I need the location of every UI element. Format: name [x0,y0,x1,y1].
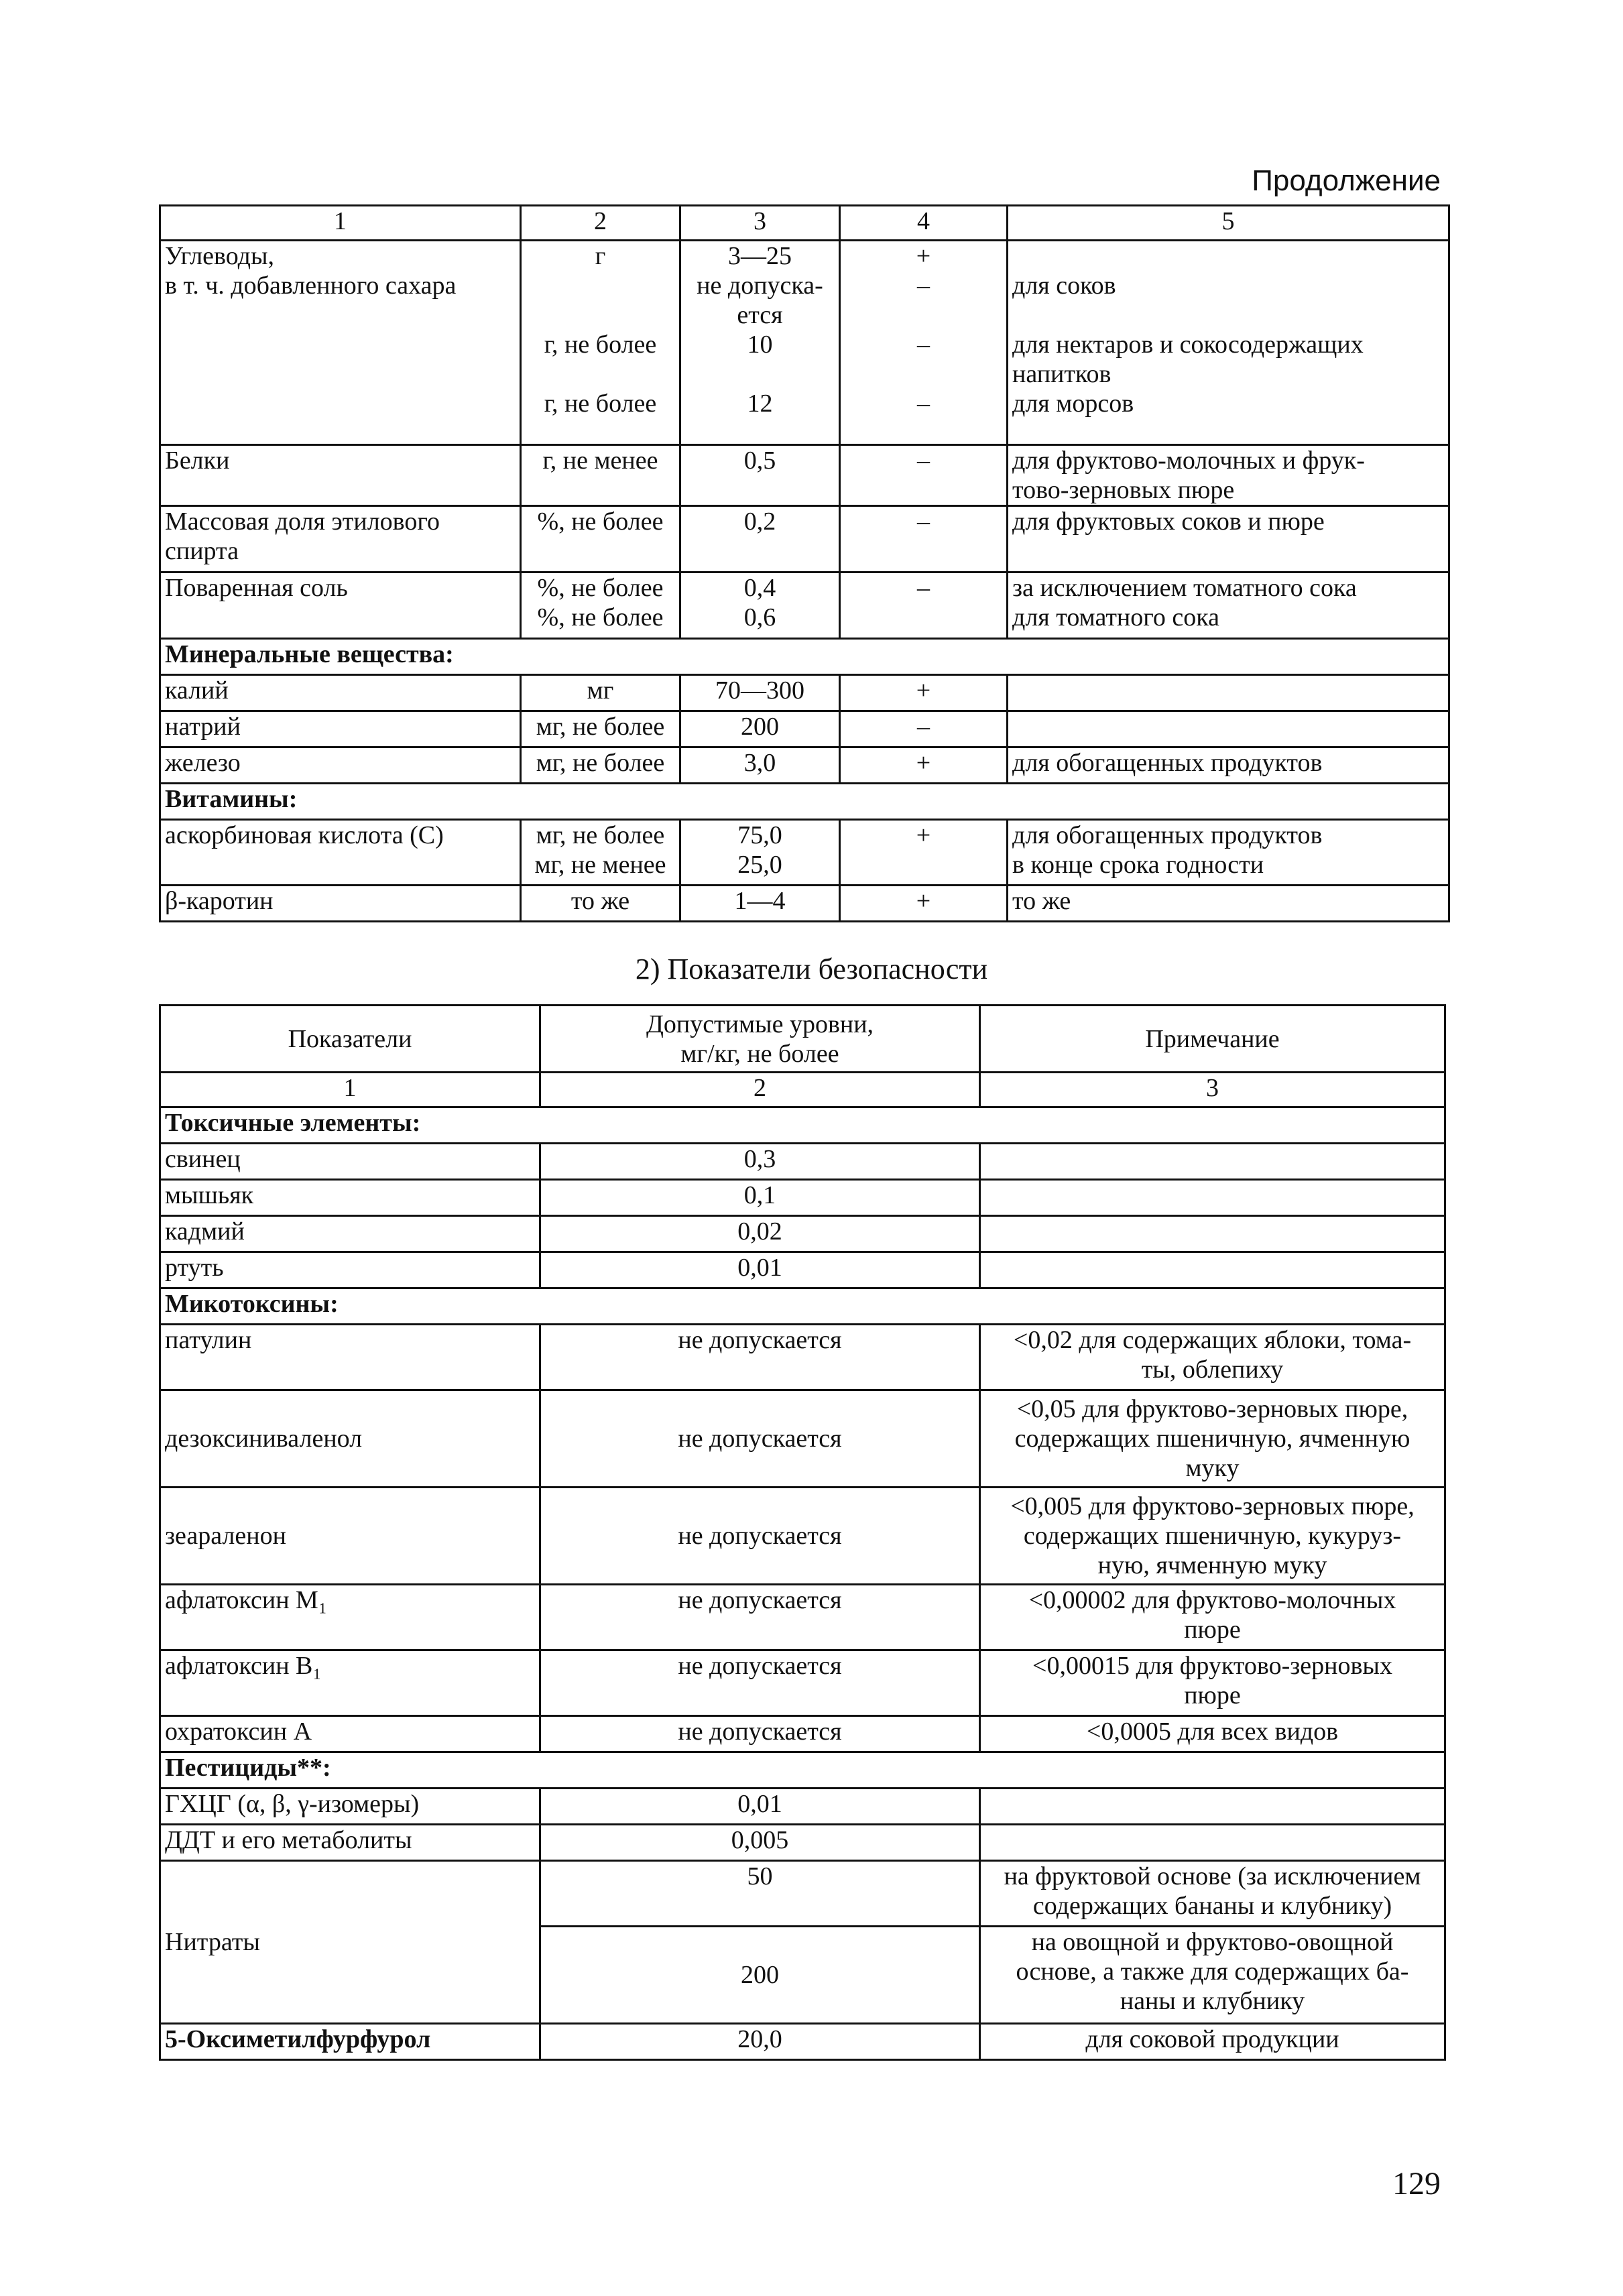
note-cell [980,1789,1445,1825]
indicator-cell [160,1650,540,1716]
page-number: 129 [1392,2166,1441,2201]
sign-cell [840,506,1008,572]
table-row [160,1650,1445,1716]
table-row [160,784,1449,820]
cell-text: + [916,676,931,705]
sign-cell [840,747,1008,784]
table-row [160,711,1449,747]
unit-cell [521,241,680,445]
table-row [160,1789,1445,1825]
cell-text: на фруктовой основе (за исключением [1004,1862,1421,1890]
indicator-cell [160,1180,540,1216]
cell-text: афлатоксин B₁ [165,1652,322,1680]
cell-text [985,1217,1440,1246]
cell-text: 1—4 [734,887,786,915]
cell-text [985,1253,1440,1282]
cell-text: 1 [343,1074,357,1102]
cell-text: Нитраты [165,1928,260,1956]
cell-text: афлатоксин M₁ [165,1586,328,1614]
cell-text: <0,00002 для фруктово-молочных [1028,1586,1396,1614]
cell-text: для нектаров и сокосодержащих [1012,330,1364,359]
cell-text [1012,712,1444,741]
indicator-cell [160,1861,540,2024]
cell-text: 2 [754,1074,766,1102]
note-cell [980,1585,1445,1650]
cell-text: ДДТ и его метаболиты [165,1826,412,1854]
cell-text: 200 [741,713,779,741]
value-cell [540,1789,980,1825]
table-row [160,2024,1445,2060]
column-number [1008,206,1449,241]
indicator-cell [160,1325,540,1390]
indicator-cell [160,886,521,922]
column-number [160,206,521,241]
cell-text: – [917,507,930,536]
note-cell [1008,820,1449,886]
cell-text: 0,2 [743,507,776,536]
value-cell [680,445,840,506]
sign-cell [840,675,1008,711]
value-cell [540,1650,980,1716]
value-cell [680,711,840,747]
cell-text: пюре [1184,1616,1241,1644]
cell-text: содержащих пшеничную, кукуруз- [1023,1522,1402,1550]
cell-text: Примечание [1145,1024,1280,1053]
value-cell [540,1716,980,1752]
cell-text: 5-Оксиметилфурфурол [165,2025,431,2053]
cell-text [985,1181,1440,1210]
indicator-cell [160,711,521,747]
table-row [160,639,1449,675]
indicator-cell [160,445,521,506]
cell-text: 0,01 [737,1254,782,1282]
cell-text [1012,676,1444,705]
section-heading [160,1107,1445,1144]
indicator-cell [160,820,521,886]
note-cell [980,2024,1445,2060]
cell-text [1012,241,1444,271]
cell-text: для морсов [1012,389,1134,418]
value-cell [540,1144,980,1180]
cell-text: 1 [334,207,347,235]
unit-cell [521,675,680,711]
note-cell [980,1825,1445,1861]
indicator-cell [160,1716,540,1752]
cell-text [685,359,835,389]
cell-text: для обогащенных продуктов [1012,821,1323,849]
note-cell [1008,572,1449,639]
cell-text: для фруктово-молочных и фрук- [1012,446,1365,475]
cell-text: для фруктовых соков и пюре [1012,507,1325,536]
cell-text: содержащих бананы и клубнику) [1032,1892,1392,1920]
cell-text: 0,5 [743,446,776,475]
cell-text: в конце срока годности [1012,851,1264,879]
cell-text: ГХЦГ (α, β, γ-изомеры) [165,1790,420,1818]
indicator-cell [160,1216,540,1252]
indicator-cell [160,1488,540,1585]
note-cell [980,1390,1445,1488]
section-heading [160,784,1449,820]
indicator-cell [160,1825,540,1861]
cell-text: 200 [741,1961,779,1989]
cell-text: за исключением томатного сока [1012,574,1357,602]
continuation-label: Продолжение [1252,164,1441,197]
value-cell [540,1252,980,1288]
cell-text: не допускается [678,1522,842,1550]
cell-text: 0,005 [731,1826,789,1854]
cell-text [845,300,1002,330]
cell-text: в т. ч. добавленного сахара [165,271,457,300]
value-cell [540,1325,980,1390]
table-row [160,1006,1445,1073]
cell-text: + [916,242,931,270]
cell-text: 0,02 [737,1217,782,1246]
cell-text: Токсичные элементы: [165,1109,421,1137]
cell-text: <0,00015 для фруктово-зерновых [1032,1652,1392,1680]
cell-text: спирта [165,537,239,565]
value-cell [680,241,840,445]
cell-text: – [917,330,930,359]
cell-text [526,359,675,389]
cell-text: %, не более [537,603,664,631]
value-cell [540,1216,980,1252]
cell-text: охратоксин А [165,1717,312,1746]
note-cell [980,1144,1445,1180]
cell-text: мг [587,676,614,705]
note-cell [1008,241,1449,445]
table-row [160,1288,1445,1325]
table-row [160,1144,1445,1180]
column-number [540,1073,980,1107]
cell-text: не допускается [678,1652,842,1680]
cell-text [1012,300,1444,330]
cell-text: г, не менее [542,446,658,475]
table-row [160,445,1449,506]
unit-cell [521,820,680,886]
cell-text: дезоксиниваленол [165,1425,363,1453]
note-cell [1008,711,1449,747]
table-row [160,820,1449,886]
value-cell [540,1488,980,1585]
cell-text: то же [570,887,630,915]
indicator-cell [160,572,521,639]
note-cell [980,1650,1445,1716]
unit-cell [521,747,680,784]
cell-text: тово-зерновых пюре [1012,476,1235,504]
cell-text: <0,0005 для всех видов [1086,1717,1339,1746]
cell-text [985,1789,1440,1819]
cell-text [526,271,675,300]
sign-cell [840,241,1008,445]
sign-cell [840,711,1008,747]
table-row [160,1216,1445,1252]
indicator-cell [160,1390,540,1488]
cell-text: Поваренная соль [165,574,348,602]
value-cell [680,675,840,711]
note-cell [980,1488,1445,1585]
cell-text: 5 [1221,207,1235,235]
cell-text: напитков [1012,360,1111,388]
cell-text: для соков [1012,271,1116,300]
note-cell [980,1180,1445,1216]
value-cell [540,1861,980,1927]
table-row [160,572,1449,639]
value-cell [680,506,840,572]
indicator-cell [160,2024,540,2060]
cell-text: 4 [917,207,930,235]
cell-text: 20,0 [737,2025,782,2053]
cell-text: на овощной и фруктово-овощной [1031,1928,1394,1956]
cell-text: Минеральные вещества: [165,640,454,668]
cell-text: мг/кг, не более [680,1039,839,1068]
cell-text: Массовая доля этилового [165,507,440,536]
unit-cell [521,886,680,922]
value-cell [540,1927,980,2024]
cell-text: Витамины: [165,785,298,813]
table-row [160,675,1449,711]
cell-text: зеараленон [165,1522,286,1550]
cell-text: наны и клубнику [1120,1987,1305,2015]
cell-text [845,603,1002,632]
cell-text: 0,1 [743,1181,776,1209]
value-cell [680,820,840,886]
cell-text: не допуска- [697,271,823,300]
indicator-cell [160,506,521,572]
table-row [160,747,1449,784]
cell-text: кадмий [165,1217,245,1246]
note-cell [980,1716,1445,1752]
note-cell [1008,506,1449,572]
cell-text: %, не более [537,574,664,602]
unit-cell [521,572,680,639]
cell-text: основе, а также для содержащих ба- [1016,1957,1409,1986]
cell-text: 10 [747,330,773,359]
indicator-cell [160,1252,540,1288]
cell-text: 0,6 [743,603,776,631]
cell-text: 3,0 [743,749,776,777]
cell-text: Допустимые уровни, [646,1010,874,1038]
sign-cell [840,445,1008,506]
cell-text: + [916,749,931,777]
cell-text: для томатного сока [1012,603,1220,631]
cell-text: мг, не более [536,713,665,741]
cell-text: пюре [1184,1681,1241,1709]
note-cell [1008,747,1449,784]
cell-text: содержащих пшеничную, ячменную [1014,1425,1410,1453]
value-cell [680,747,840,784]
table-row [160,1752,1445,1789]
cell-text: не допускается [678,1586,842,1614]
cell-text: + [916,821,931,849]
note-cell [980,1861,1445,1927]
note-cell [980,1325,1445,1390]
cell-text: г, не более [544,330,657,359]
cell-text: 25,0 [737,851,782,879]
cell-text: 75,0 [737,821,782,849]
table-row [160,1861,1445,1927]
note-cell [1008,886,1449,922]
value-cell [680,572,840,639]
sign-cell [840,572,1008,639]
table-row [160,1252,1445,1288]
indicator-cell [160,241,521,445]
cell-text [845,359,1002,389]
table-row [160,506,1449,572]
cell-text: <0,05 для фруктово-зерновых пюре, [1016,1395,1408,1423]
column-number [980,1073,1445,1107]
cell-text: 0,3 [743,1145,776,1173]
table-row [160,241,1449,445]
section-title: 2) Показатели безопасности [635,953,988,985]
cell-text: Микотоксины: [165,1290,339,1318]
cell-text: – [917,271,930,300]
table-row [160,206,1449,241]
value-cell [540,1585,980,1650]
unit-cell [521,711,680,747]
value-cell [540,2024,980,2060]
column-number [680,206,840,241]
cell-text: мг, не менее [534,851,666,879]
cell-text: Углеводы, [165,242,275,270]
cell-text: ртуть [165,1254,224,1282]
cell-text: – [917,446,930,475]
cell-text: то же [1012,887,1071,915]
value-cell [540,1390,980,1488]
cell-text: 50 [747,1862,773,1890]
cell-text: 3 [1206,1074,1219,1102]
column-number [840,206,1008,241]
table-row [160,1325,1445,1390]
cell-text: 3—25 [728,242,792,270]
cell-text: не допускается [678,1326,842,1354]
sign-cell [840,886,1008,922]
cell-text: для обогащенных продуктов [1012,749,1323,777]
cell-text: не допускается [678,1425,842,1453]
note-cell [1008,445,1449,506]
cell-text: железо [165,749,241,777]
sign-cell [840,820,1008,886]
unit-cell [521,445,680,506]
table-row [160,1825,1445,1861]
cell-text: г, не более [544,389,657,418]
cell-text: 12 [747,389,773,418]
cell-text: %, не более [537,507,664,536]
cell-text: – [917,574,930,602]
nutrition-table-continued [159,204,1450,922]
column-header [540,1006,980,1073]
section-heading [160,639,1449,675]
indicator-cell [160,1585,540,1650]
table-row [160,1488,1445,1585]
cell-text: не допускается [678,1717,842,1746]
note-cell [1008,675,1449,711]
table-row [160,1073,1445,1107]
cell-text: 0,01 [737,1790,782,1818]
value-cell [540,1180,980,1216]
column-header [160,1006,540,1073]
cell-text: г [595,242,606,270]
section-heading [160,1752,1445,1789]
cell-text: аскорбиновая кислота (С) [165,821,444,849]
cell-text: мг, не более [536,821,665,849]
cell-text: – [917,713,930,741]
table-row [160,1716,1445,1752]
cell-text: ную, ячменную муку [1097,1551,1327,1579]
indicator-cell [160,1789,540,1825]
cell-text: мышьяк [165,1181,254,1209]
cell-text: 2 [594,207,607,235]
cell-text [985,1144,1440,1174]
note-cell [980,1252,1445,1288]
cell-text: 3 [754,207,766,235]
note-cell [980,1216,1445,1252]
table-row [160,1180,1445,1216]
column-number [160,1073,540,1107]
cell-text: Белки [165,446,230,475]
cell-text: <0,02 для содержащих яблоки, тома- [1013,1326,1412,1354]
table-row [160,1107,1445,1144]
cell-text: 0,4 [743,574,776,602]
cell-text: мг, не более [536,749,665,777]
indicator-cell [160,747,521,784]
column-header [980,1006,1445,1073]
cell-text: ты, облепиху [1141,1355,1284,1384]
value-cell [680,886,840,922]
cell-text: Показатели [288,1024,412,1053]
cell-text: свинец [165,1145,241,1173]
cell-text: патулин [165,1326,252,1354]
cell-text: 70—300 [715,676,804,705]
cell-text: натрий [165,713,241,741]
indicator-cell [160,675,521,711]
cell-text [985,1825,1440,1855]
table-row [160,886,1449,922]
cell-text: + [916,887,931,915]
cell-text: <0,005 для фруктово-зерновых пюре, [1010,1492,1415,1520]
column-number [521,206,680,241]
section-heading [160,1288,1445,1325]
cell-text: β-каротин [165,887,274,915]
safety-table [159,1004,1446,2061]
cell-text: – [917,389,930,418]
cell-text: ется [737,301,783,329]
indicator-cell [160,1144,540,1180]
table-row [160,1390,1445,1488]
cell-text: Пестициды**: [165,1754,331,1782]
cell-text: калий [165,676,229,705]
cell-text: муку [1185,1454,1240,1482]
value-cell [540,1825,980,1861]
cell-text: для соковой продукции [1085,2025,1339,2053]
cell-text [526,300,675,330]
table-row [160,1585,1445,1650]
note-cell [980,1927,1445,2024]
unit-cell [521,506,680,572]
